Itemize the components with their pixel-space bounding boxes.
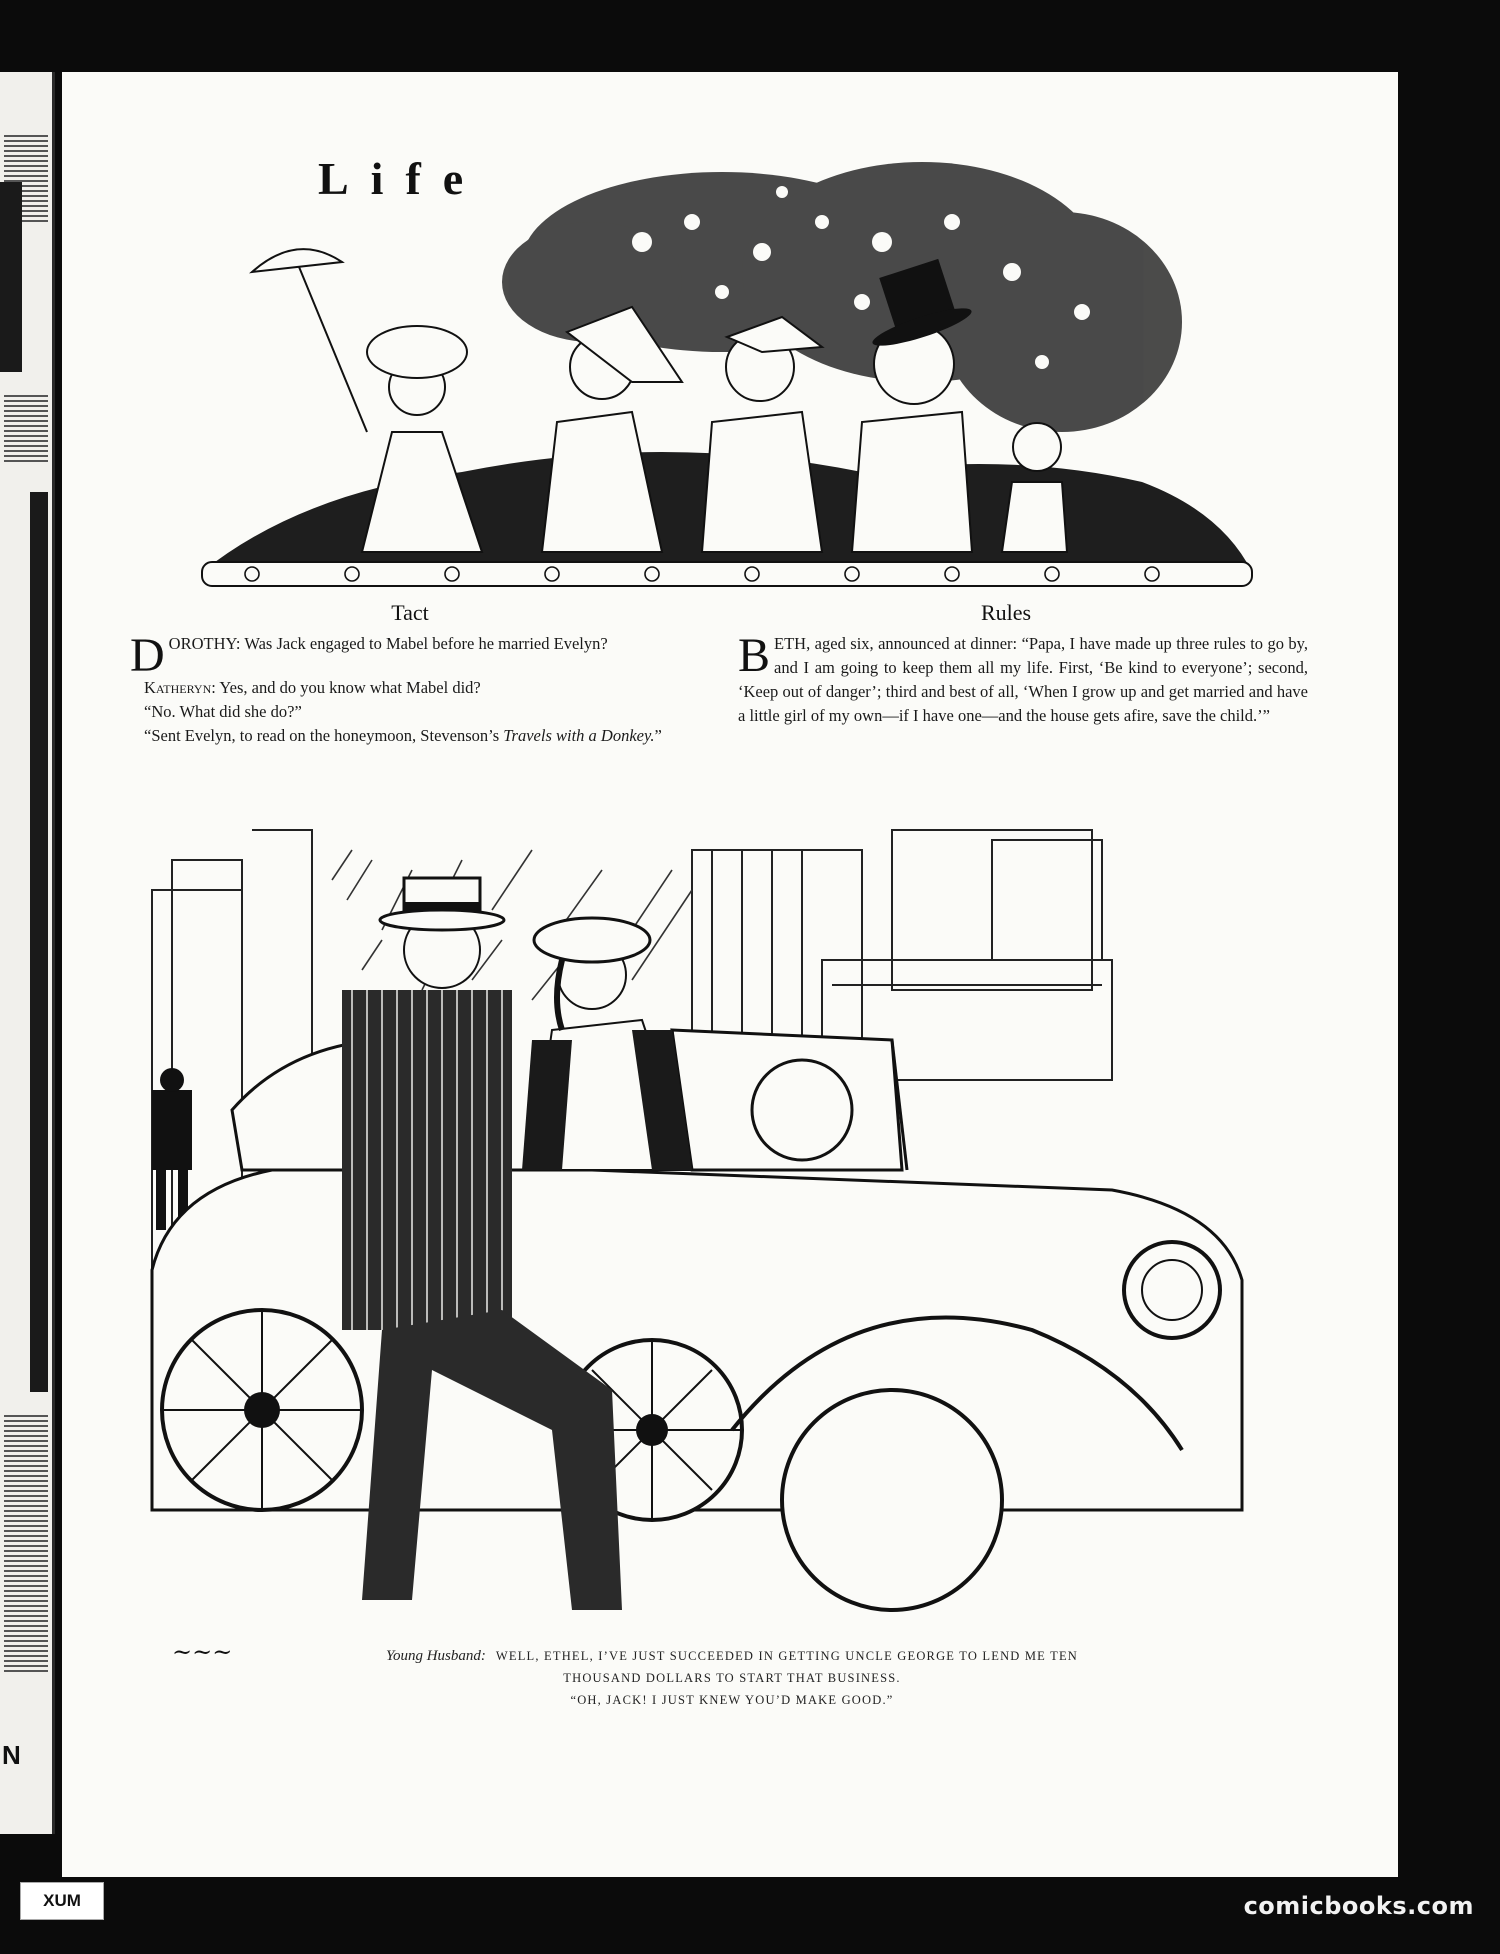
tact-dropcap: D xyxy=(130,629,165,682)
caption-line-1-text: WELL, ETHEL, I’VE JUST SUCCEEDED IN GETTING UNCLE GEORGE TO LEND ME TEN xyxy=(495,1649,1079,1663)
corner-tag: XUM xyxy=(20,1882,104,1920)
tact-speaker-dorothy: OROTHY: xyxy=(168,634,241,653)
adjacent-page-edge xyxy=(0,72,55,1834)
masthead-title: Life xyxy=(318,153,486,204)
rules-dropcap: B xyxy=(738,629,771,682)
cartoon-drawing xyxy=(132,810,1362,1680)
caption-speaker: Young Husband: xyxy=(385,1648,486,1664)
rules-body: ETH, aged six, announced at dinner: “Papa, I have made up three rules to go by, and I am going to keep them all my life. First, ‘Be kind to everyone’; second, ‘Keep out of danger’; third and best of all, ‘When I grow up and get married and have a little girl of my own—if I have one—and the house gets afire, save the child.’” xyxy=(738,634,1308,725)
tact-line-2 xyxy=(130,676,690,700)
magazine-page xyxy=(62,72,1398,1877)
tact-heading: Tact xyxy=(391,600,429,625)
svg-text:~~~: ~~~ xyxy=(172,1638,233,1666)
tact-line-1 xyxy=(130,629,690,682)
adjacent-page-letter: N xyxy=(2,1740,21,1770)
cartoon-illustration xyxy=(132,810,1362,1680)
masthead-illustration xyxy=(162,132,1362,632)
tact-book-title: Travels with a Donkey. xyxy=(503,726,655,745)
tact-line-4 xyxy=(130,724,690,748)
tact-line-3: “No. What did she do?” xyxy=(144,702,302,721)
caption-line-3: “OH, JACK! I JUST KNEW YOU’D MAKE GOOD.” xyxy=(570,1693,894,1707)
caption-line-1 xyxy=(182,1645,1282,1667)
rules-paragraph xyxy=(738,629,1308,728)
tact-line-4-text: “Sent Evelyn, to read on the honeymoon, Stevenson’s xyxy=(144,726,504,745)
tact-line-2-text: Yes, and do you know what Mabel did? xyxy=(215,678,481,697)
tact-text xyxy=(130,629,690,748)
caption-line-2: THOUSAND DOLLARS TO START THAT BUSINESS. xyxy=(563,1671,901,1685)
tact-speaker-katheryn: Katheryn: xyxy=(144,678,216,697)
cartoon-caption xyxy=(182,1645,1282,1711)
tact-line-4-end: ” xyxy=(654,726,662,745)
masthead-drawing xyxy=(162,132,1362,632)
rules-heading: Rules xyxy=(980,600,1032,625)
tact-line-1-text: Was Jack engaged to Mabel before he married Evelyn? xyxy=(240,634,608,653)
site-watermark: comicbooks.com xyxy=(1243,1892,1474,1920)
rules-text xyxy=(738,629,1308,728)
